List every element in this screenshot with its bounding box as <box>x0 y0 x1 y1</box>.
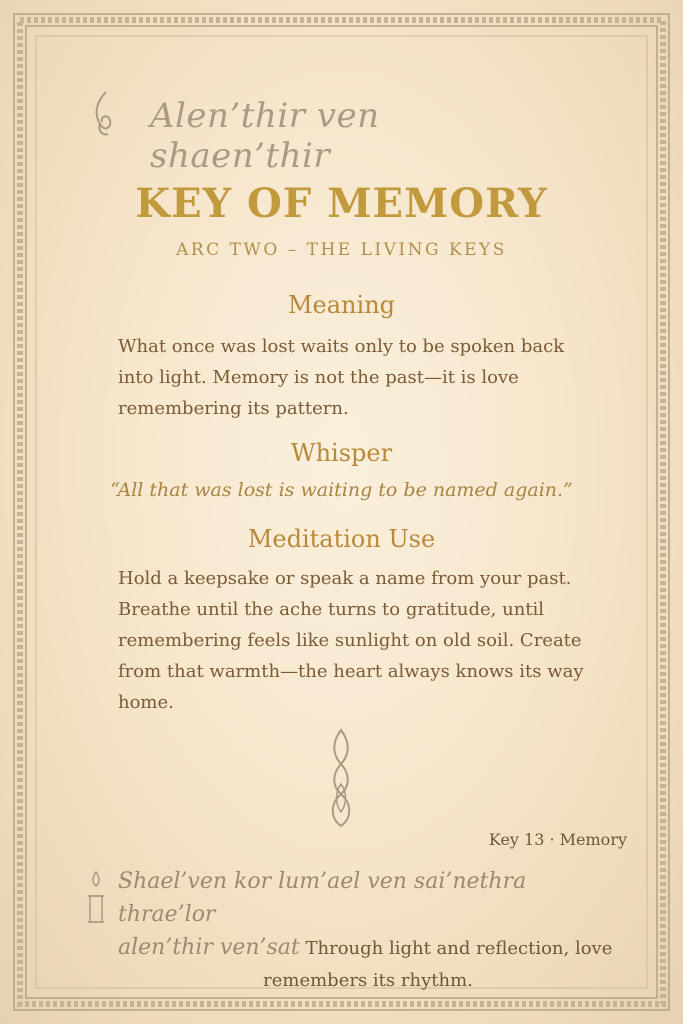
footer-script-line1: Shael’ven kor lum’ael ven sai’nethra thrae’lor <box>118 869 527 927</box>
whisper-quote: “All that was lost is waiting to be named again.” <box>110 479 573 501</box>
whisper-heading: Whisper <box>290 439 393 467</box>
footer-translation-part1: Through light and reflection, love <box>305 938 613 959</box>
card-title: KEY OF MEMORY <box>135 180 548 227</box>
script-title: Alen’thir ven shaen’thir <box>150 96 380 176</box>
key-label: Key 13 · Memory <box>488 830 627 849</box>
meaning-text: What once was lost waits only to be spoken back into light. Memory is not the past—it is love remembering its pattern. <box>118 336 565 419</box>
footer-translation-part2: remembers its rhythm. <box>263 970 473 991</box>
meditation-heading: Meditation Use <box>247 525 436 553</box>
card-subtitle: ARC TWO – THE LIVING KEYS <box>176 240 507 260</box>
meaning-heading: Meaning <box>287 291 396 319</box>
footer-block <box>118 866 618 997</box>
meditation-text: Hold a keepsake or speak a name from your past. Breathe until the ache turns to gratitude, until remembering feels like sunlight on old soil. Create from that warmth—the heart always knows its way home. <box>118 568 584 713</box>
swirl-glyph-icon <box>88 88 118 140</box>
candle-icon <box>84 870 108 926</box>
knot-ornament-icon <box>322 728 360 828</box>
footer-script-line2: alen’thir ven’sat <box>118 935 300 960</box>
